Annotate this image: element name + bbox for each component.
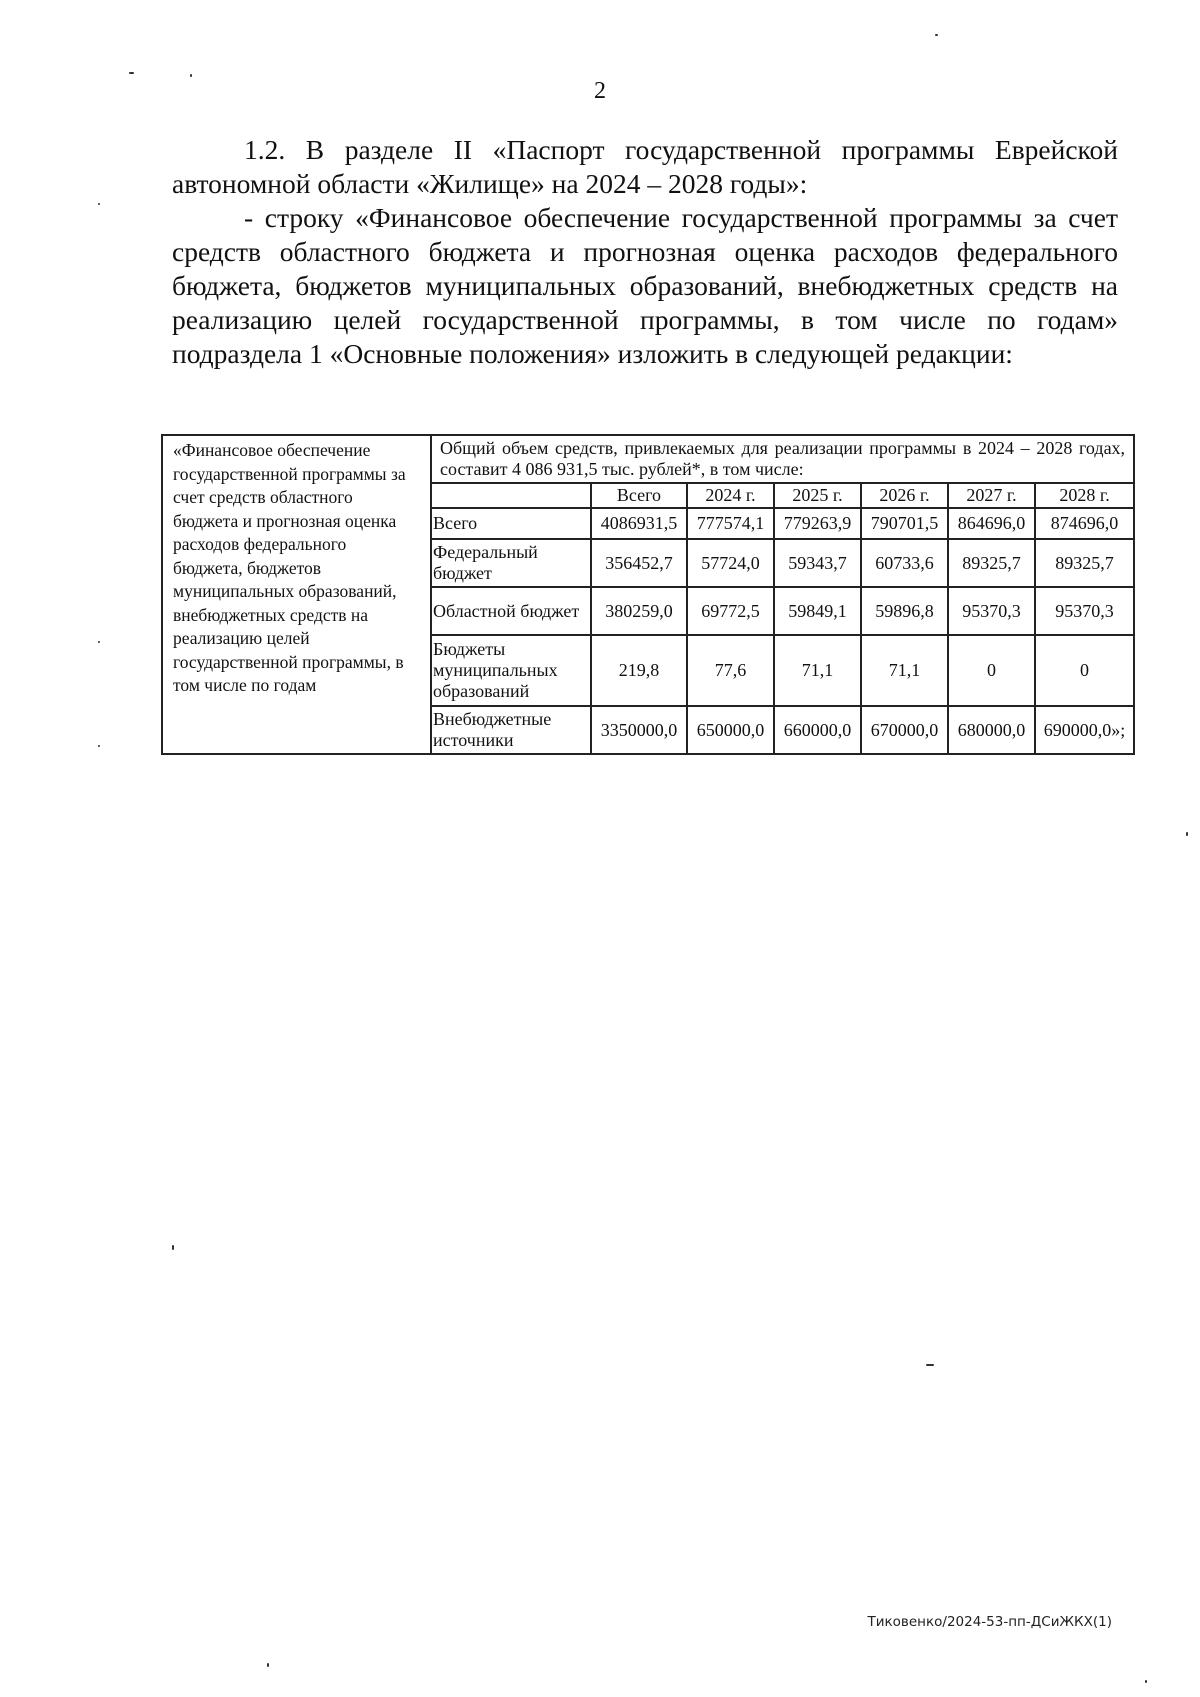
paragraph-section-heading: 1.2. В разделе II «Паспорт государственной программы Еврейской автономной области «Жилище» на 2024 – 2028 годы»:	[172, 134, 1118, 199]
table-cell: 60733,6	[861, 539, 948, 587]
table-cell: 777574,1	[687, 508, 774, 539]
table-cell: 790701,5	[861, 508, 948, 539]
row-label: Областной бюджет	[431, 587, 591, 635]
table-cell: 660000,0	[774, 706, 861, 754]
table-cell: 59849,1	[774, 587, 861, 635]
scan-speck	[1186, 832, 1188, 836]
table-cell: 0	[1035, 635, 1134, 706]
table-cell: 0	[948, 635, 1035, 706]
scan-speck	[98, 745, 100, 747]
scan-speck	[267, 1663, 269, 1667]
scan-speck	[129, 72, 134, 74]
table-cell: 690000,0»;	[1035, 706, 1134, 754]
scan-speck	[172, 1245, 174, 1250]
table-cell: 356452,7	[591, 539, 687, 587]
table-header-cell: 2026 г.	[861, 483, 948, 508]
table-cell: 59343,7	[774, 539, 861, 587]
scan-speck	[1145, 1680, 1147, 1683]
table-cell: 71,1	[861, 635, 948, 706]
table-cell: 89325,7	[948, 539, 1035, 587]
table-cell: 71,1	[774, 635, 861, 706]
table-header-cell: 2024 г.	[687, 483, 774, 508]
row-label: Всего	[431, 508, 591, 539]
table-cell: 380259,0	[591, 587, 687, 635]
row-label: Бюджеты муниципальных образований	[431, 635, 591, 706]
table-cell: 874696,0	[1035, 508, 1134, 539]
table-cell: 57724,0	[687, 539, 774, 587]
table-header-cell: Всего	[591, 483, 687, 508]
table-cell: 864696,0	[948, 508, 1035, 539]
row-label: Внебюджетные источники	[431, 706, 591, 754]
table-cell: 77,6	[687, 635, 774, 706]
paragraph-instruction: - строку «Финансовое обеспечение государственной программы за счет средств областного бюджета и прогнозная оценка расходов федерального бюджета, бюджетов муниципальных образований, внебюджетных средств на реализацию целей государственной программы, в том числе по годам» подраздела 1 «Основные положения» изложить в следующей редакции:	[172, 202, 1118, 369]
table-cell: 670000,0	[861, 706, 948, 754]
table-header-cell: 2025 г.	[774, 483, 861, 508]
table-header-cell: 2027 г.	[948, 483, 1035, 508]
table-row-heading-cell: «Финансовое обеспечение государственной программы за счет средств областного бюджета и прогнозная оценка расходов федерального бюджета, бюджетов муниципальных образований, внебюджетных средств на реализацию целей государственной программы, в том числе по годам	[162, 435, 431, 754]
financing-table	[161, 434, 1135, 755]
footer-document-code: Тиковенко/2024-53-пп-ДСиЖКХ(1)	[867, 1614, 1112, 1630]
table-cell: 219,8	[591, 635, 687, 706]
table-cell: 650000,0	[687, 706, 774, 754]
table-header-cell	[431, 483, 591, 508]
scan-speck	[98, 203, 100, 205]
scan-speck	[926, 1364, 934, 1366]
table-cell: 4086931,5	[591, 508, 687, 539]
table-cell: 680000,0	[948, 706, 1035, 754]
table-cell: 95370,3	[1035, 587, 1134, 635]
scan-speck	[190, 74, 192, 77]
row-label: Федеральный бюджет	[431, 539, 591, 587]
table-intro-text: Общий объем средств, привлекаемых для реализации программы в 2024 – 2028 годах, составит 4 086 931,5 тыс. рублей*, в том числе:	[431, 435, 1134, 483]
table-cell: 69772,5	[687, 587, 774, 635]
table-cell: 59896,8	[861, 587, 948, 635]
document-body	[172, 133, 1118, 371]
page-number: 2	[594, 78, 606, 104]
table-cell: 95370,3	[948, 587, 1035, 635]
table-header-cell: 2028 г.	[1035, 483, 1134, 508]
table-cell: 89325,7	[1035, 539, 1134, 587]
scan-speck	[935, 34, 938, 36]
scan-speck	[98, 641, 100, 643]
table-cell: 779263,9	[774, 508, 861, 539]
table-cell: 3350000,0	[591, 706, 687, 754]
